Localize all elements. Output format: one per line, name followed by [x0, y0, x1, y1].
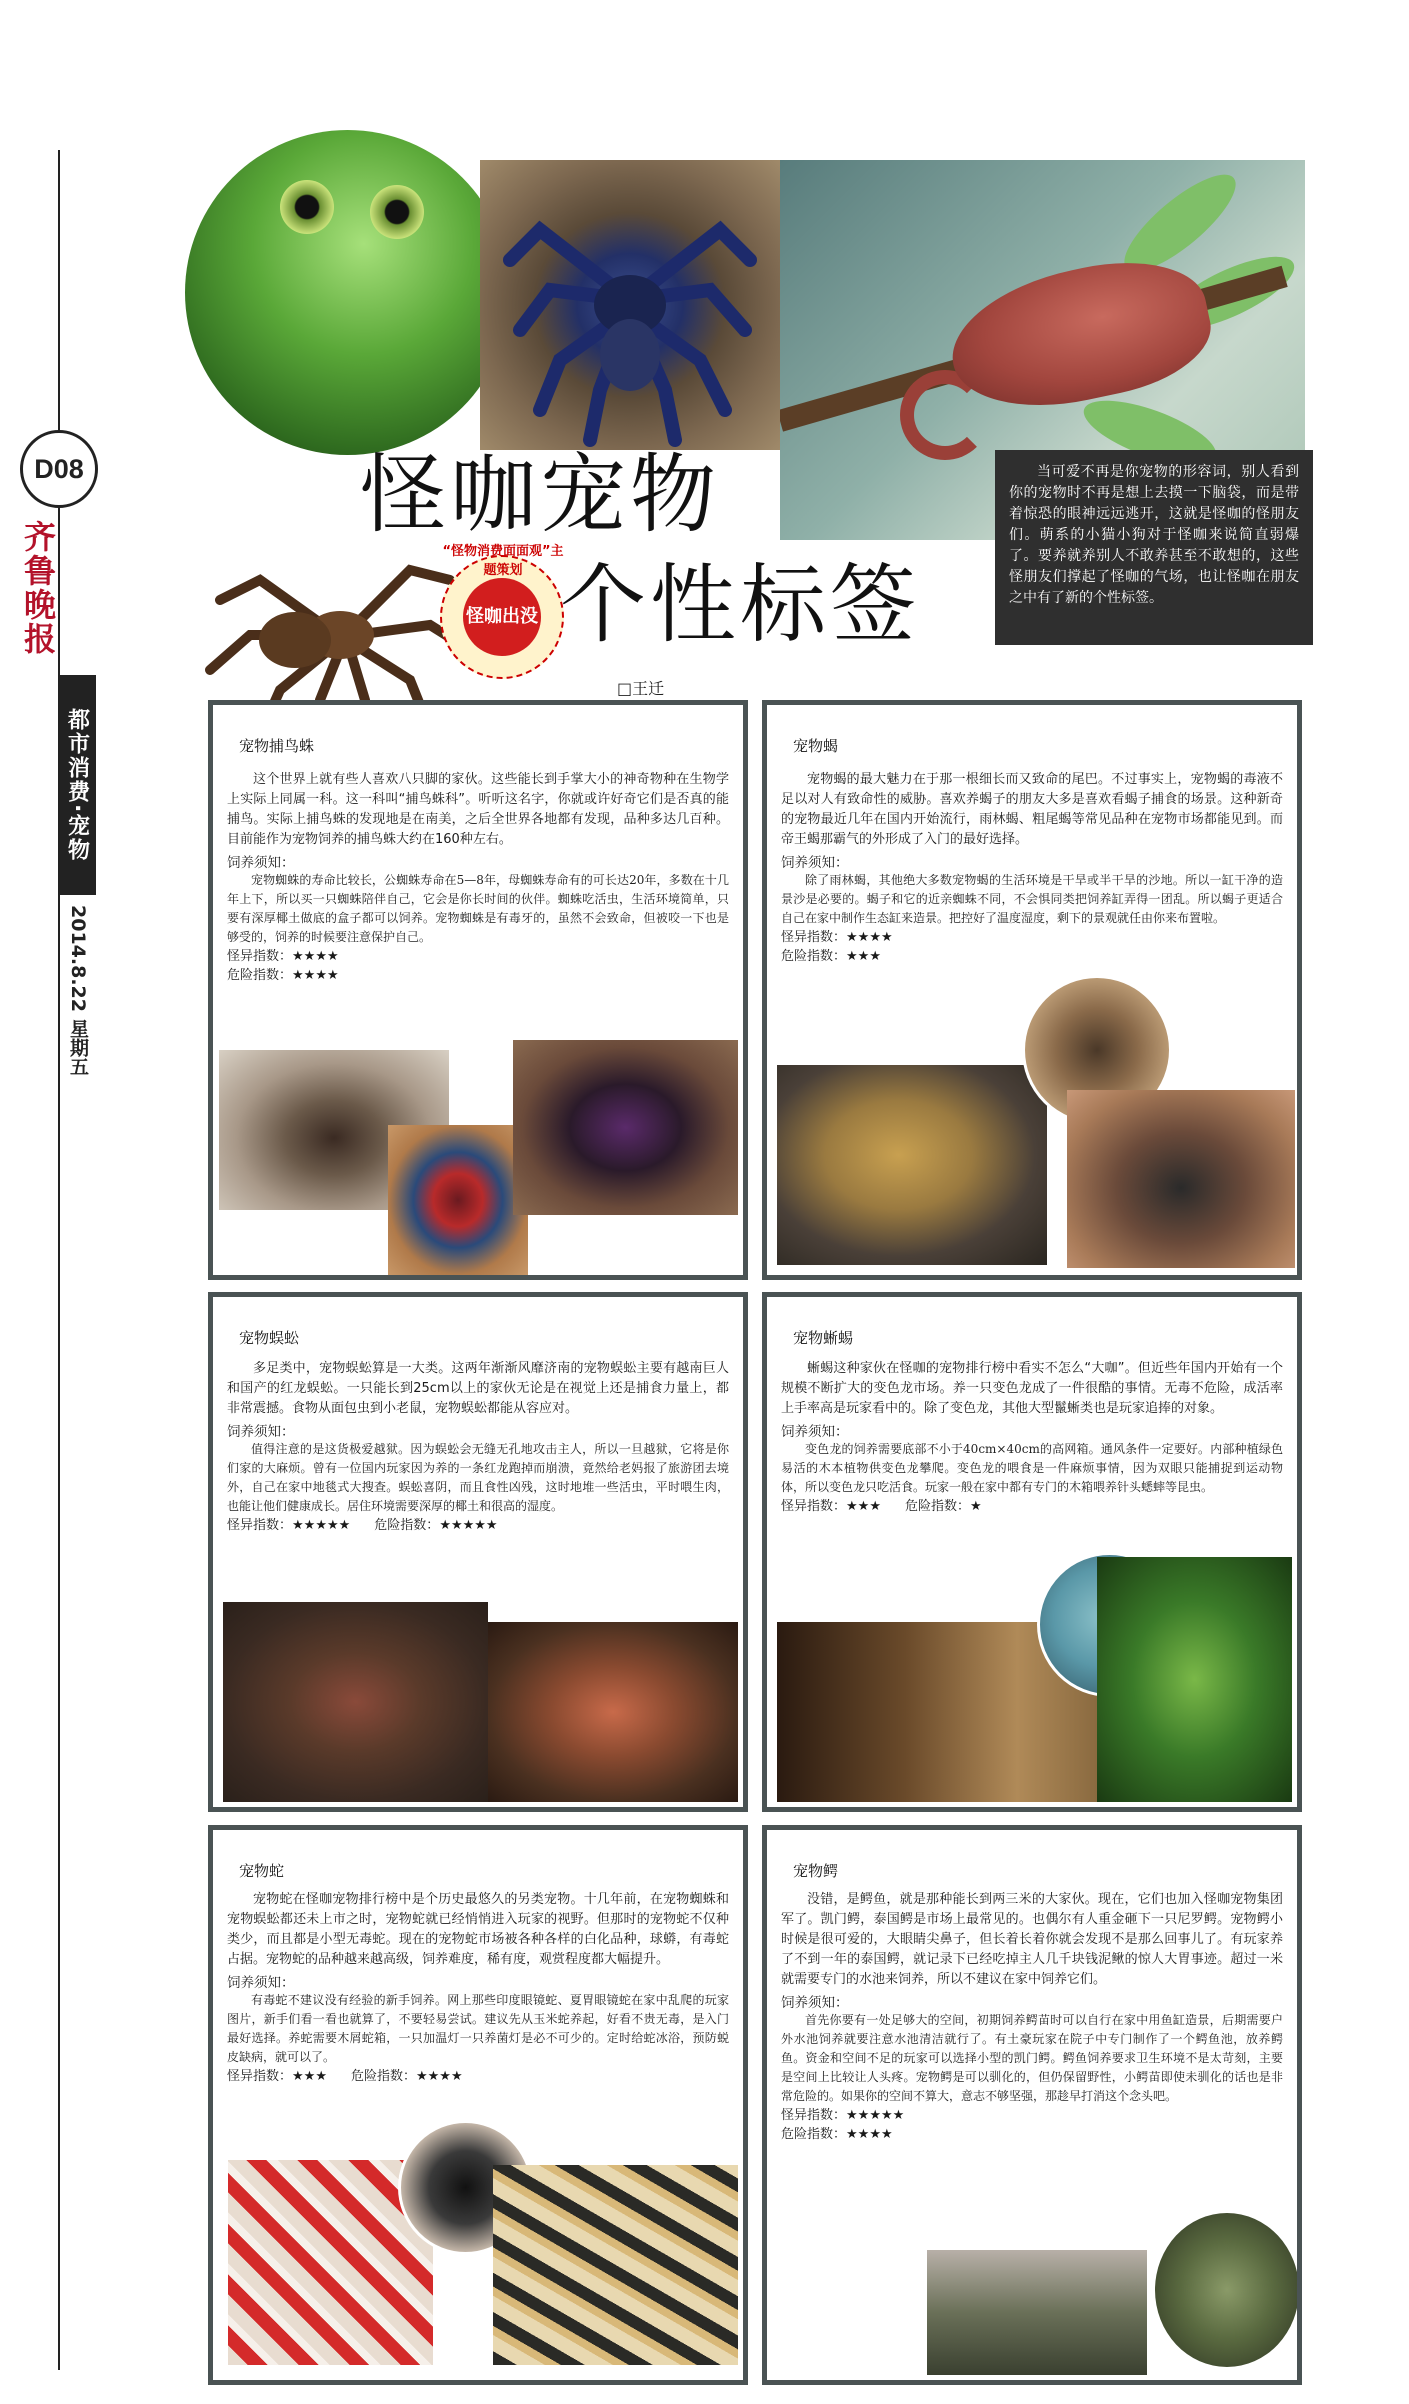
box-body — [227, 1890, 729, 2086]
danger-label: 危险指数： — [227, 968, 293, 983]
article-box-crocodile — [762, 1825, 1302, 2385]
headline-line1: 怪咖宠物 — [360, 445, 720, 545]
care-text: 除了雨林蝎，其他绝大多数宠物蝎的生活环境是干旱或半干旱的沙地。所以一缸干净的造景沙是必要的。蝎子和它的近亲蜘蛛不同，不会惧同类把饲养缸弄得一团乱。所以蝎子更适合自己在家中制作生态缸来造景。把控好了温度湿度，剩下的景观就任由你来布置啦。 — [781, 873, 1283, 925]
section-label: 都市消费·宠物 — [58, 675, 96, 895]
weird-rating: ★★★ — [292, 2069, 327, 2084]
article-box-snake — [208, 1825, 748, 2385]
page-number: D08 — [20, 430, 98, 508]
lizard-photo-3 — [1097, 1557, 1292, 1802]
box-title: 宠物蛇 — [239, 1862, 285, 1880]
frog-eye-left — [280, 180, 334, 234]
blue-tarantula-photo — [480, 160, 780, 450]
article-box-tarantula — [208, 700, 748, 1280]
box-body — [781, 1890, 1283, 2144]
weird-label: 怪异指数： — [781, 1499, 847, 1514]
box-body — [227, 770, 729, 985]
danger-rating: ★★★★★ — [439, 1518, 498, 1533]
weird-label: 怪异指数： — [781, 930, 847, 945]
danger-rating: ★★★★ — [292, 968, 339, 983]
box-intro: 这个世界上就有些人喜欢八只脚的家伙。这些能长到手掌大小的神奇物种在生物学上实际上同属一科。这一科叫“捕鸟蛛科”。听听这名字，你就或许好奇它们是否真的能捕鸟。实际上捕鸟蛛的发现地是在南美，之后全世界各地都有发现，品种多达几百种。目前能作为宠物饲养的捕鸟蛛大约在160种左右。 — [227, 772, 729, 847]
care-text: 有毒蛇不建议没有经验的新手饲养。网上那些印度眼镜蛇、夏胃眼镜蛇在家中乱爬的玩家图片，新手们看一看也就算了，不要轻易尝试。建议先从玉米蛇养起，好看不贵无毒，是入门最好选择。养蛇需要木屑蛇箱，一只加温灯一只养菌灯是必不可少的。定时给蛇冰浴，预防蜕皮缺病，就可以了。 — [227, 1993, 729, 2064]
weird-rating: ★★★★ — [846, 930, 893, 945]
danger-rating: ★★★★ — [846, 2127, 893, 2142]
care-label: 饲养须知： — [781, 1995, 849, 2011]
tarantula-photo-3 — [513, 1040, 738, 1215]
frog-eye-right — [370, 185, 424, 239]
box-body — [227, 1359, 729, 1535]
care-label: 饲养须知： — [781, 1424, 849, 1440]
frog-photo — [185, 130, 510, 455]
care-label: 饲养须知： — [227, 1424, 295, 1440]
box-intro: 宠物蝎的最大魅力在于那一根细长而又致命的尾巴。不过事实上，宠物蝎的毒液不足以对人有致命性的威胁。喜欢养蝎子的朋友大多是喜欢看蝎子捕食的场景。这种新奇的宠物最近几年在国内开始流行，雨林蝎、粗尾蝎等常见品种在宠物市场都能见到。而帝王蝎那霸气的外形成了入门的最好选择。 — [781, 772, 1283, 847]
crocodile-photo-1 — [927, 2250, 1147, 2375]
weird-rating: ★★★★★ — [292, 1518, 351, 1533]
box-body — [781, 1359, 1283, 1516]
tarantula-photo-2 — [388, 1125, 528, 1275]
newspaper-name: 齐鲁晚报 — [19, 520, 57, 656]
danger-rating: ★ — [970, 1499, 982, 1514]
article-box-lizard — [762, 1292, 1302, 1812]
care-label: 饲养须知： — [227, 855, 295, 871]
snake-photo-3 — [493, 2165, 738, 2365]
box-title: 宠物蝎 — [793, 737, 839, 755]
intro-text: 当可爱不再是你宠物的形容词，别人看到你的宠物时不再是想上去摸一下脑袋，而是带着惊恐的眼神远远逃开，这就是怪咖的怪朋友们。萌系的小猫小狗对于怪咖来说简直弱爆了。要养就养别人不敢养甚至不敢想的，这些怪朋友们撑起了怪咖的气场，也让怪咖在朋友之中有了新的个性标签。 — [995, 450, 1313, 645]
scorpion-photo-1 — [777, 1065, 1047, 1265]
centipede-photo-1 — [223, 1602, 488, 1802]
crocodile-photo-2 — [1152, 2210, 1302, 2370]
box-title: 宠物蜥蜴 — [793, 1329, 854, 1347]
article-box-centipede — [208, 1292, 748, 1812]
weird-rating: ★★★ — [846, 1499, 881, 1514]
scorpion-photo-3 — [1067, 1090, 1295, 1268]
danger-rating: ★★★★ — [416, 2069, 463, 2084]
care-label: 饲养须知： — [781, 855, 849, 871]
weird-label: 怪异指数： — [781, 2108, 847, 2123]
box-intro: 宠物蛇在怪咖宠物排行榜中是个历史最悠久的另类宠物。十几年前，在宠物蜘蛛和宠物蜈蚣都还未上市之时，宠物蛇就已经悄悄进入玩家的视野。但那时的宠物蛇不仅种类少，而且都是小型无毒蛇。现在的宠物蛇市场被各种各样的白化品种，球蟒，有毒蛇占据。宠物蛇的品种越来越高级，饲养难度，稀有度，观赏程度都大幅提升。 — [227, 1892, 729, 1967]
box-title: 宠物蜈蚣 — [239, 1329, 300, 1347]
article-box-scorpion — [762, 700, 1302, 1280]
danger-label: 危险指数： — [904, 1499, 970, 1514]
care-text: 宠物蜘蛛的寿命比较长，公蜘蛛寿命在5—8年，母蜘蛛寿命有的可长达20年，多数在十几年上下，所以买一只蜘蛛陪伴自己，它会是你长时间的伙伴。蜘蛛吃活虫，生活环境简单，只要有深厚椰土做底的盒子都可以饲养。宠物蜘蛛是有毒牙的，虽然不会致命，但被咬一下也是够受的，饲养的时候要注意保护自己。 — [227, 873, 729, 944]
danger-label: 危险指数： — [781, 2127, 847, 2142]
box-intro: 多足类中，宠物蜈蚣算是一大类。这两年渐渐风靡济南的宠物蜈蚣主要有越南巨人和国产的红龙蜈蚣。一只能长到25cm以上的家伙无论是在视觉上还是捕食力量上，都非常震撼。食物从面包虫到小老鼠，宠物蜈蚣都能从容应对。 — [227, 1361, 729, 1416]
box-body — [781, 770, 1283, 966]
issue-date: 2014.8.22 星期五 — [67, 905, 89, 1076]
weird-label: 怪异指数： — [227, 1518, 293, 1533]
weird-label: 怪异指数： — [227, 949, 293, 964]
badge-ring-text: “怪物消费面面观”主题策划 — [442, 544, 564, 578]
danger-rating: ★★★ — [846, 949, 881, 964]
care-label: 饲养须知： — [227, 1975, 295, 1991]
danger-label: 危险指数： — [781, 949, 847, 964]
blue-tarantula-drawing — [480, 160, 780, 450]
weird-rating: ★★★★★ — [846, 2108, 905, 2123]
headline-line2: 个性标签 — [560, 555, 920, 655]
care-text: 首先你要有一处足够大的空间，初期饲养鳄苗时可以自行在家中用鱼缸造景，后期需要户外水池饲养就要注意水池清洁就行了。有土豪玩家在院子中专门制作了一个鳄鱼池，放养鳄鱼。资金和空间不足的玩家可以选择小型的凯门鳄。鳄鱼饲养要求卫生环境不是太苛刻，主要是空间上比较让人头疼。宠物鳄是可以驯化的，但仍保留野性，小鳄苗即使未驯化的话也是非常危险的。如果你的空间不算大，意志不够坚强，那趁早打消这个念头吧。 — [781, 2013, 1283, 2103]
danger-label: 危险指数： — [374, 1518, 440, 1533]
box-intro: 没错，是鳄鱼，就是那种能长到两三米的大家伙。现在，它们也加入怪咖宠物集团军了。凯门鳄，泰国鳄是市场上最常见的。也偶尔有人重金砸下一只尼罗鳄。宠物鳄小时候是很可爱的，大眼睛尖鼻子，但长着长着你就会发现不是那么回事儿了。有玩家养了不到一年的泰国鳄，就记录下已经吃掉主人几千块钱泥鳅的惊人大胃事迹。超过一米就需要专门的水池来饲养，所以不建议在家中饲养它们。 — [781, 1892, 1283, 1987]
badge-center: 怪咖出没 — [463, 578, 541, 656]
box-intro: 蜥蜴这种家伙在怪咖的宠物排行榜中看实不怎么“大咖”。但近些年国内开始有一个规模不断扩大的变色龙市场。养一只变色龙成了一件很酷的事情。无毒不危险，成活率上手率高是玩家看中的。除了变色龙，其他大型鬣蜥类也是玩家追捧的对象。 — [781, 1361, 1283, 1416]
centipede-photo-2 — [488, 1622, 738, 1802]
byline: □王迁 — [617, 679, 665, 698]
box-title: 宠物鳄 — [793, 1862, 839, 1880]
weird-label: 怪异指数： — [227, 2069, 293, 2084]
care-text: 值得注意的是这货极爱越狱。因为蜈蚣会无缝无孔地攻击主人，所以一旦越狱，它将是你们家的大麻烦。曾有一位国内玩家因为养的一条红龙跑掉而崩溃，竟然给老妈报了旅游团去境外，自己在家中地毯式大搜查。蜈蚣喜阴，而且食性凶残，这时地堆一些活虫，平时喂生肉，也能让他们健康成长。居住环境需要深厚的椰土和很高的湿度。 — [227, 1442, 729, 1513]
care-text: 变色龙的饲养需要底部不小于40cm×40cm的高网箱。通风条件一定要好。内部种植绿色易活的木本植物供变色龙攀爬。变色龙的喂食是一件麻烦事情，因为双眼只能捕捉到运动物体，所以变色龙只吃活食。玩家一般在家中都有专门的木箱喂养针头蟋蟀等昆虫。 — [781, 1442, 1283, 1494]
danger-label: 危险指数： — [350, 2069, 416, 2084]
box-title: 宠物捕鸟蛛 — [239, 737, 315, 755]
weird-rating: ★★★★ — [292, 949, 339, 964]
